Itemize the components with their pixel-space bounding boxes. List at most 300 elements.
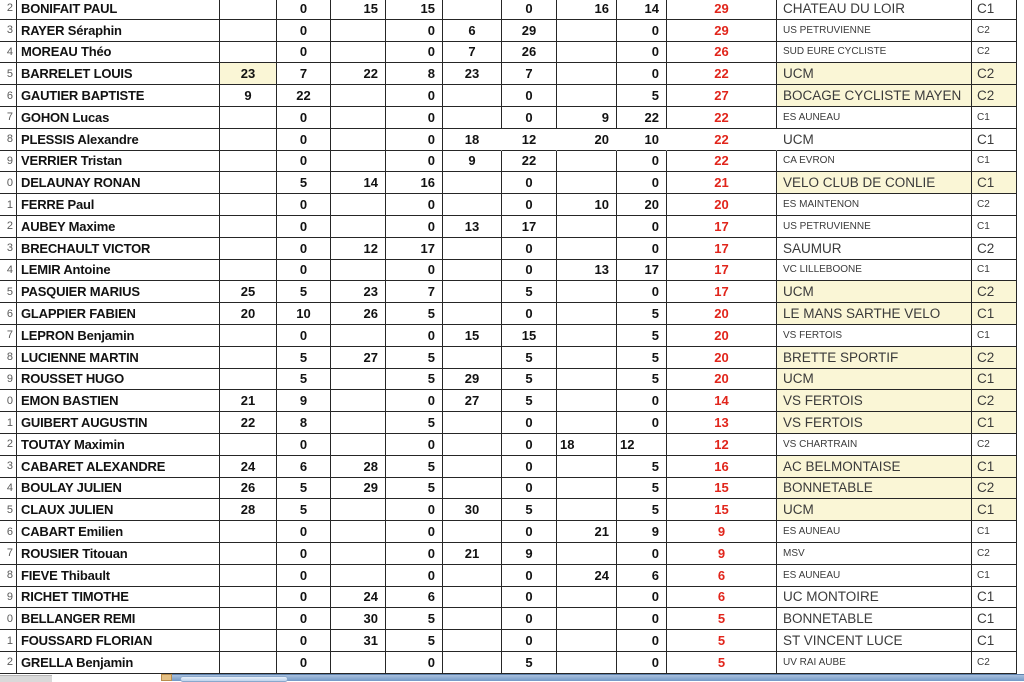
total-points[interactable]: 29 [667, 20, 777, 42]
points-cell[interactable]: 5 [277, 347, 331, 369]
points-cell[interactable] [443, 0, 502, 20]
row-number[interactable]: 9 [0, 369, 17, 391]
points-cell[interactable]: 0 [617, 652, 667, 674]
points-cell[interactable]: 20 [617, 194, 667, 216]
points-cell[interactable] [331, 412, 386, 434]
points-cell[interactable] [220, 434, 277, 456]
total-points[interactable]: 14 [667, 390, 777, 412]
row-number[interactable]: 4 [0, 42, 17, 64]
club-name[interactable]: VS CHARTRAIN [777, 434, 972, 456]
club-name[interactable]: BONNETABLE [777, 478, 972, 500]
points-cell[interactable]: 9 [557, 107, 617, 129]
points-cell[interactable]: 22 [331, 63, 386, 85]
points-cell[interactable] [220, 216, 277, 238]
row-number[interactable]: 3 [0, 456, 17, 478]
points-cell[interactable]: 5 [617, 347, 667, 369]
points-cell[interactable] [443, 608, 502, 630]
club-name[interactable]: UCM [777, 63, 972, 85]
points-cell[interactable]: 20 [220, 303, 277, 325]
club-name[interactable]: ST VINCENT LUCE [777, 630, 972, 652]
club-name[interactable]: UCM [777, 499, 972, 521]
points-cell[interactable]: 12 [331, 238, 386, 260]
club-name[interactable]: CA EVRON [777, 151, 972, 173]
points-cell[interactable]: 0 [277, 565, 331, 587]
points-cell[interactable]: 0 [502, 434, 557, 456]
points-cell[interactable] [557, 281, 617, 303]
category[interactable]: C1 [972, 151, 1017, 173]
points-cell[interactable] [557, 652, 617, 674]
points-cell[interactable]: 0 [617, 630, 667, 652]
points-cell[interactable] [220, 20, 277, 42]
points-cell[interactable]: 0 [386, 194, 443, 216]
total-points[interactable]: 6 [667, 587, 777, 609]
points-cell[interactable]: 23 [443, 63, 502, 85]
points-cell[interactable]: 0 [502, 260, 557, 282]
points-cell[interactable]: 5 [617, 369, 667, 391]
points-cell[interactable]: 10 [557, 194, 617, 216]
points-cell[interactable] [220, 42, 277, 64]
points-cell[interactable]: 5 [502, 369, 557, 391]
points-cell[interactable]: 0 [277, 107, 331, 129]
points-cell[interactable]: 9 [443, 151, 502, 173]
rider-name[interactable]: TOUTAY Maximin [17, 434, 220, 456]
points-cell[interactable]: 5 [617, 85, 667, 107]
club-name[interactable]: VS FERTOIS [777, 390, 972, 412]
row-number[interactable]: 1 [0, 194, 17, 216]
points-cell[interactable]: 5 [386, 478, 443, 500]
points-cell[interactable]: 5 [277, 478, 331, 500]
points-cell[interactable] [557, 151, 617, 173]
row-number[interactable]: 9 [0, 587, 17, 609]
points-cell[interactable] [331, 42, 386, 64]
points-cell[interactable]: 17 [502, 216, 557, 238]
points-cell[interactable]: 0 [502, 107, 557, 129]
horizontal-scrollbar[interactable] [172, 674, 1024, 681]
points-cell[interactable] [220, 260, 277, 282]
total-points[interactable]: 17 [667, 238, 777, 260]
points-cell[interactable]: 0 [502, 412, 557, 434]
points-cell[interactable] [557, 478, 617, 500]
points-cell[interactable]: 15 [331, 0, 386, 20]
points-cell[interactable]: 0 [277, 129, 331, 151]
points-cell[interactable]: 29 [331, 478, 386, 500]
points-cell[interactable] [331, 194, 386, 216]
points-cell[interactable]: 20 [557, 129, 617, 151]
rider-name[interactable]: MOREAU Théo [17, 42, 220, 64]
rider-name[interactable]: LEMIR Antoine [17, 260, 220, 282]
points-cell[interactable]: 0 [386, 216, 443, 238]
rider-name[interactable]: BRECHAULT VICTOR [17, 238, 220, 260]
points-cell[interactable]: 0 [386, 325, 443, 347]
points-cell[interactable]: 0 [617, 20, 667, 42]
rider-name[interactable]: BOULAY JULIEN [17, 478, 220, 500]
points-cell[interactable]: 30 [443, 499, 502, 521]
points-cell[interactable]: 0 [617, 42, 667, 64]
points-cell[interactable] [443, 172, 502, 194]
category[interactable]: C1 [972, 499, 1017, 521]
row-number[interactable]: 8 [0, 565, 17, 587]
points-cell[interactable]: 5 [277, 499, 331, 521]
row-number[interactable]: 2 [0, 0, 17, 20]
total-points[interactable]: 17 [667, 260, 777, 282]
points-cell[interactable]: 0 [502, 456, 557, 478]
total-points[interactable]: 9 [667, 543, 777, 565]
club-name[interactable]: SUD EURE CYCLISTE [777, 42, 972, 64]
points-cell[interactable]: 0 [617, 412, 667, 434]
points-cell[interactable] [557, 42, 617, 64]
points-cell[interactable]: 5 [617, 478, 667, 500]
points-cell[interactable] [557, 325, 617, 347]
club-name[interactable]: MSV [777, 543, 972, 565]
points-cell[interactable]: 0 [277, 0, 331, 20]
points-cell[interactable]: 5 [386, 608, 443, 630]
points-cell[interactable] [557, 390, 617, 412]
points-cell[interactable]: 0 [277, 652, 331, 674]
points-cell[interactable]: 0 [277, 260, 331, 282]
points-cell[interactable] [443, 652, 502, 674]
points-cell[interactable]: 5 [386, 412, 443, 434]
category[interactable]: C1 [972, 587, 1017, 609]
points-cell[interactable] [220, 587, 277, 609]
row-number[interactable]: 0 [0, 390, 17, 412]
points-cell[interactable] [557, 369, 617, 391]
points-cell[interactable]: 9 [220, 85, 277, 107]
points-cell[interactable] [220, 347, 277, 369]
points-cell[interactable]: 5 [386, 347, 443, 369]
rider-name[interactable]: GOHON Lucas [17, 107, 220, 129]
points-cell[interactable]: 27 [331, 347, 386, 369]
points-cell[interactable] [331, 369, 386, 391]
points-cell[interactable]: 17 [386, 238, 443, 260]
points-cell[interactable]: 0 [502, 194, 557, 216]
points-cell[interactable] [220, 107, 277, 129]
points-cell[interactable]: 0 [502, 521, 557, 543]
points-cell[interactable]: 25 [220, 281, 277, 303]
points-cell[interactable]: 16 [557, 0, 617, 20]
club-name[interactable]: BRETTE SPORTIF [777, 347, 972, 369]
points-cell[interactable]: 21 [443, 543, 502, 565]
points-cell[interactable] [443, 587, 502, 609]
club-name[interactable]: VS FERTOIS [777, 325, 972, 347]
points-cell[interactable]: 13 [443, 216, 502, 238]
points-cell[interactable]: 22 [617, 107, 667, 129]
points-cell[interactable]: 5 [502, 347, 557, 369]
points-cell[interactable] [557, 608, 617, 630]
rider-name[interactable]: FOUSSARD FLORIAN [17, 630, 220, 652]
total-points[interactable]: 27 [667, 85, 777, 107]
points-cell[interactable] [443, 194, 502, 216]
category[interactable]: C2 [972, 434, 1017, 456]
points-cell[interactable]: 0 [386, 434, 443, 456]
row-number[interactable]: 4 [0, 478, 17, 500]
category[interactable]: C1 [972, 325, 1017, 347]
points-cell[interactable]: 0 [277, 238, 331, 260]
row-number[interactable]: 4 [0, 260, 17, 282]
points-cell[interactable] [557, 456, 617, 478]
points-cell[interactable]: 16 [386, 172, 443, 194]
total-points[interactable]: 22 [667, 129, 777, 151]
total-points[interactable]: 21 [667, 172, 777, 194]
points-cell[interactable]: 22 [502, 151, 557, 173]
rider-name[interactable]: CLAUX JULIEN [17, 499, 220, 521]
points-cell[interactable]: 5 [617, 325, 667, 347]
total-points[interactable]: 20 [667, 303, 777, 325]
points-cell[interactable] [220, 129, 277, 151]
total-points[interactable]: 15 [667, 499, 777, 521]
category[interactable]: C1 [972, 412, 1017, 434]
row-number[interactable]: 3 [0, 20, 17, 42]
points-cell[interactable]: 0 [617, 390, 667, 412]
row-number[interactable]: 9 [0, 151, 17, 173]
points-cell[interactable]: 24 [331, 587, 386, 609]
category[interactable]: C1 [972, 107, 1017, 129]
points-cell[interactable]: 26 [502, 42, 557, 64]
total-points[interactable]: 22 [667, 107, 777, 129]
points-cell[interactable]: 30 [331, 608, 386, 630]
category[interactable]: C2 [972, 281, 1017, 303]
points-cell[interactable]: 17 [617, 260, 667, 282]
rider-name[interactable]: CABART Emilien [17, 521, 220, 543]
total-points[interactable]: 13 [667, 412, 777, 434]
points-cell[interactable]: 31 [331, 630, 386, 652]
category[interactable]: C2 [972, 478, 1017, 500]
points-cell[interactable] [557, 630, 617, 652]
points-cell[interactable] [220, 0, 277, 20]
rider-name[interactable]: BARRELET LOUIS [17, 63, 220, 85]
points-cell[interactable]: 23 [331, 281, 386, 303]
club-name[interactable]: SAUMUR [777, 238, 972, 260]
club-name[interactable]: ES AUNEAU [777, 521, 972, 543]
tab-split-handle-icon[interactable] [161, 674, 172, 681]
total-points[interactable]: 17 [667, 216, 777, 238]
points-cell[interactable]: 18 [443, 129, 502, 151]
points-cell[interactable]: 5 [502, 652, 557, 674]
points-cell[interactable]: 5 [277, 172, 331, 194]
category[interactable]: C1 [972, 303, 1017, 325]
points-cell[interactable]: 0 [617, 216, 667, 238]
total-points[interactable]: 6 [667, 565, 777, 587]
points-cell[interactable]: 0 [502, 608, 557, 630]
rider-name[interactable]: GAUTIER BAPTISTE [17, 85, 220, 107]
points-cell[interactable]: 15 [386, 0, 443, 20]
rider-name[interactable]: CABARET ALEXANDRE [17, 456, 220, 478]
rider-name[interactable]: GLAPPIER FABIEN [17, 303, 220, 325]
category[interactable]: C1 [972, 521, 1017, 543]
rider-name[interactable]: GUIBERT AUGUSTIN [17, 412, 220, 434]
club-name[interactable]: BONNETABLE [777, 608, 972, 630]
points-cell[interactable] [220, 369, 277, 391]
points-cell[interactable]: 5 [617, 303, 667, 325]
row-number[interactable]: 1 [0, 630, 17, 652]
points-cell[interactable] [220, 172, 277, 194]
total-points[interactable]: 20 [667, 325, 777, 347]
points-cell[interactable]: 5 [617, 456, 667, 478]
points-cell[interactable]: 5 [277, 369, 331, 391]
rider-name[interactable]: LEPRON Benjamin [17, 325, 220, 347]
rider-name[interactable]: FIEVE Thibault [17, 565, 220, 587]
rider-name[interactable]: DELAUNAY RONAN [17, 172, 220, 194]
points-cell[interactable]: 7 [443, 42, 502, 64]
club-name[interactable]: UCM [777, 369, 972, 391]
row-number[interactable]: 8 [0, 129, 17, 151]
club-name[interactable]: VS FERTOIS [777, 412, 972, 434]
points-cell[interactable]: 0 [386, 390, 443, 412]
category[interactable]: C2 [972, 652, 1017, 674]
points-cell[interactable]: 28 [331, 456, 386, 478]
points-cell[interactable]: 6 [386, 587, 443, 609]
points-cell[interactable]: 6 [617, 565, 667, 587]
category[interactable]: C1 [972, 260, 1017, 282]
points-cell[interactable]: 0 [386, 543, 443, 565]
points-cell[interactable]: 24 [557, 565, 617, 587]
total-points[interactable]: 29 [667, 0, 777, 20]
category[interactable]: C1 [972, 172, 1017, 194]
total-points[interactable]: 20 [667, 194, 777, 216]
points-cell[interactable]: 0 [386, 565, 443, 587]
points-cell[interactable]: 15 [443, 325, 502, 347]
points-cell[interactable]: 0 [386, 499, 443, 521]
total-points[interactable]: 15 [667, 478, 777, 500]
row-number[interactable]: 2 [0, 434, 17, 456]
points-cell[interactable]: 5 [277, 281, 331, 303]
points-cell[interactable]: 0 [502, 630, 557, 652]
points-cell[interactable]: 0 [277, 194, 331, 216]
points-cell[interactable]: 22 [277, 85, 331, 107]
row-number[interactable]: 6 [0, 85, 17, 107]
points-cell[interactable]: 6 [277, 456, 331, 478]
points-cell[interactable]: 18 [557, 434, 617, 456]
row-number[interactable]: 3 [0, 238, 17, 260]
points-cell[interactable]: 27 [443, 390, 502, 412]
row-number[interactable]: 2 [0, 652, 17, 674]
points-cell[interactable]: 6 [443, 20, 502, 42]
points-cell[interactable] [443, 434, 502, 456]
points-cell[interactable]: 7 [386, 281, 443, 303]
rider-name[interactable]: VERRIER Tristan [17, 151, 220, 173]
points-cell[interactable] [331, 390, 386, 412]
points-cell[interactable]: 0 [386, 129, 443, 151]
points-cell[interactable]: 14 [617, 0, 667, 20]
points-cell[interactable]: 0 [502, 238, 557, 260]
row-number[interactable]: 5 [0, 499, 17, 521]
points-cell[interactable] [331, 107, 386, 129]
points-cell[interactable]: 5 [386, 456, 443, 478]
points-cell[interactable] [557, 543, 617, 565]
points-cell[interactable]: 0 [502, 85, 557, 107]
club-name[interactable]: VELO CLUB DE CONLIE [777, 172, 972, 194]
total-points[interactable]: 20 [667, 347, 777, 369]
category[interactable]: C2 [972, 194, 1017, 216]
points-cell[interactable]: 7 [277, 63, 331, 85]
row-number[interactable]: 0 [0, 608, 17, 630]
points-cell[interactable] [557, 238, 617, 260]
category[interactable]: C1 [972, 565, 1017, 587]
points-cell[interactable] [331, 521, 386, 543]
category[interactable]: C2 [972, 20, 1017, 42]
points-cell[interactable]: 5 [502, 499, 557, 521]
total-points[interactable]: 9 [667, 521, 777, 543]
row-number[interactable]: 2 [0, 216, 17, 238]
points-cell[interactable]: 0 [617, 172, 667, 194]
points-cell[interactable]: 23 [220, 63, 277, 85]
points-cell[interactable]: 5 [502, 281, 557, 303]
points-cell[interactable]: 29 [443, 369, 502, 391]
category[interactable]: C1 [972, 456, 1017, 478]
category[interactable]: C1 [972, 608, 1017, 630]
club-name[interactable]: CHATEAU DU LOIR [777, 0, 972, 20]
category[interactable]: C2 [972, 42, 1017, 64]
points-cell[interactable]: 0 [277, 20, 331, 42]
row-number[interactable]: 6 [0, 303, 17, 325]
points-cell[interactable] [557, 347, 617, 369]
points-cell[interactable] [220, 565, 277, 587]
points-cell[interactable]: 26 [220, 478, 277, 500]
points-cell[interactable]: 5 [386, 303, 443, 325]
points-cell[interactable]: 0 [386, 42, 443, 64]
total-points[interactable]: 5 [667, 630, 777, 652]
category[interactable]: C2 [972, 85, 1017, 107]
points-cell[interactable] [443, 630, 502, 652]
points-cell[interactable] [443, 565, 502, 587]
total-points[interactable]: 22 [667, 151, 777, 173]
club-name[interactable]: ES AUNEAU [777, 565, 972, 587]
points-cell[interactable]: 0 [617, 281, 667, 303]
points-cell[interactable] [557, 216, 617, 238]
rider-name[interactable]: EMON BASTIEN [17, 390, 220, 412]
points-cell[interactable]: 28 [220, 499, 277, 521]
points-cell[interactable] [557, 412, 617, 434]
points-cell[interactable]: 0 [277, 521, 331, 543]
points-cell[interactable]: 21 [220, 390, 277, 412]
points-cell[interactable]: 24 [220, 456, 277, 478]
points-cell[interactable]: 0 [502, 478, 557, 500]
points-cell[interactable] [331, 260, 386, 282]
points-cell[interactable] [443, 281, 502, 303]
points-cell[interactable] [331, 652, 386, 674]
points-cell[interactable]: 0 [502, 0, 557, 20]
points-cell[interactable] [557, 303, 617, 325]
points-cell[interactable]: 9 [502, 543, 557, 565]
rider-name[interactable]: GRELLA Benjamin [17, 652, 220, 674]
points-cell[interactable]: 0 [386, 652, 443, 674]
points-cell[interactable] [331, 543, 386, 565]
club-name[interactable]: US PETRUVIENNE [777, 20, 972, 42]
rider-name[interactable]: ROUSSET HUGO [17, 369, 220, 391]
club-name[interactable]: UV RAI AUBE [777, 652, 972, 674]
rider-name[interactable]: RICHET TIMOTHE [17, 587, 220, 609]
points-cell[interactable] [331, 325, 386, 347]
category[interactable]: C2 [972, 543, 1017, 565]
points-cell[interactable]: 9 [277, 390, 331, 412]
category[interactable]: C1 [972, 369, 1017, 391]
points-cell[interactable]: 0 [277, 151, 331, 173]
row-number[interactable]: 7 [0, 107, 17, 129]
points-cell[interactable] [443, 260, 502, 282]
club-name[interactable]: AC BELMONTAISE [777, 456, 972, 478]
points-cell[interactable]: 5 [617, 499, 667, 521]
total-points[interactable]: 17 [667, 281, 777, 303]
points-cell[interactable]: 8 [277, 412, 331, 434]
category[interactable]: C1 [972, 129, 1017, 151]
points-cell[interactable]: 0 [277, 434, 331, 456]
total-points[interactable]: 5 [667, 608, 777, 630]
points-cell[interactable]: 12 [502, 129, 557, 151]
points-cell[interactable] [220, 630, 277, 652]
club-name[interactable]: BOCAGE CYCLISTE MAYEN [777, 85, 972, 107]
points-cell[interactable]: 0 [617, 587, 667, 609]
points-cell[interactable] [331, 499, 386, 521]
club-name[interactable]: VC LILLEBOONE [777, 260, 972, 282]
